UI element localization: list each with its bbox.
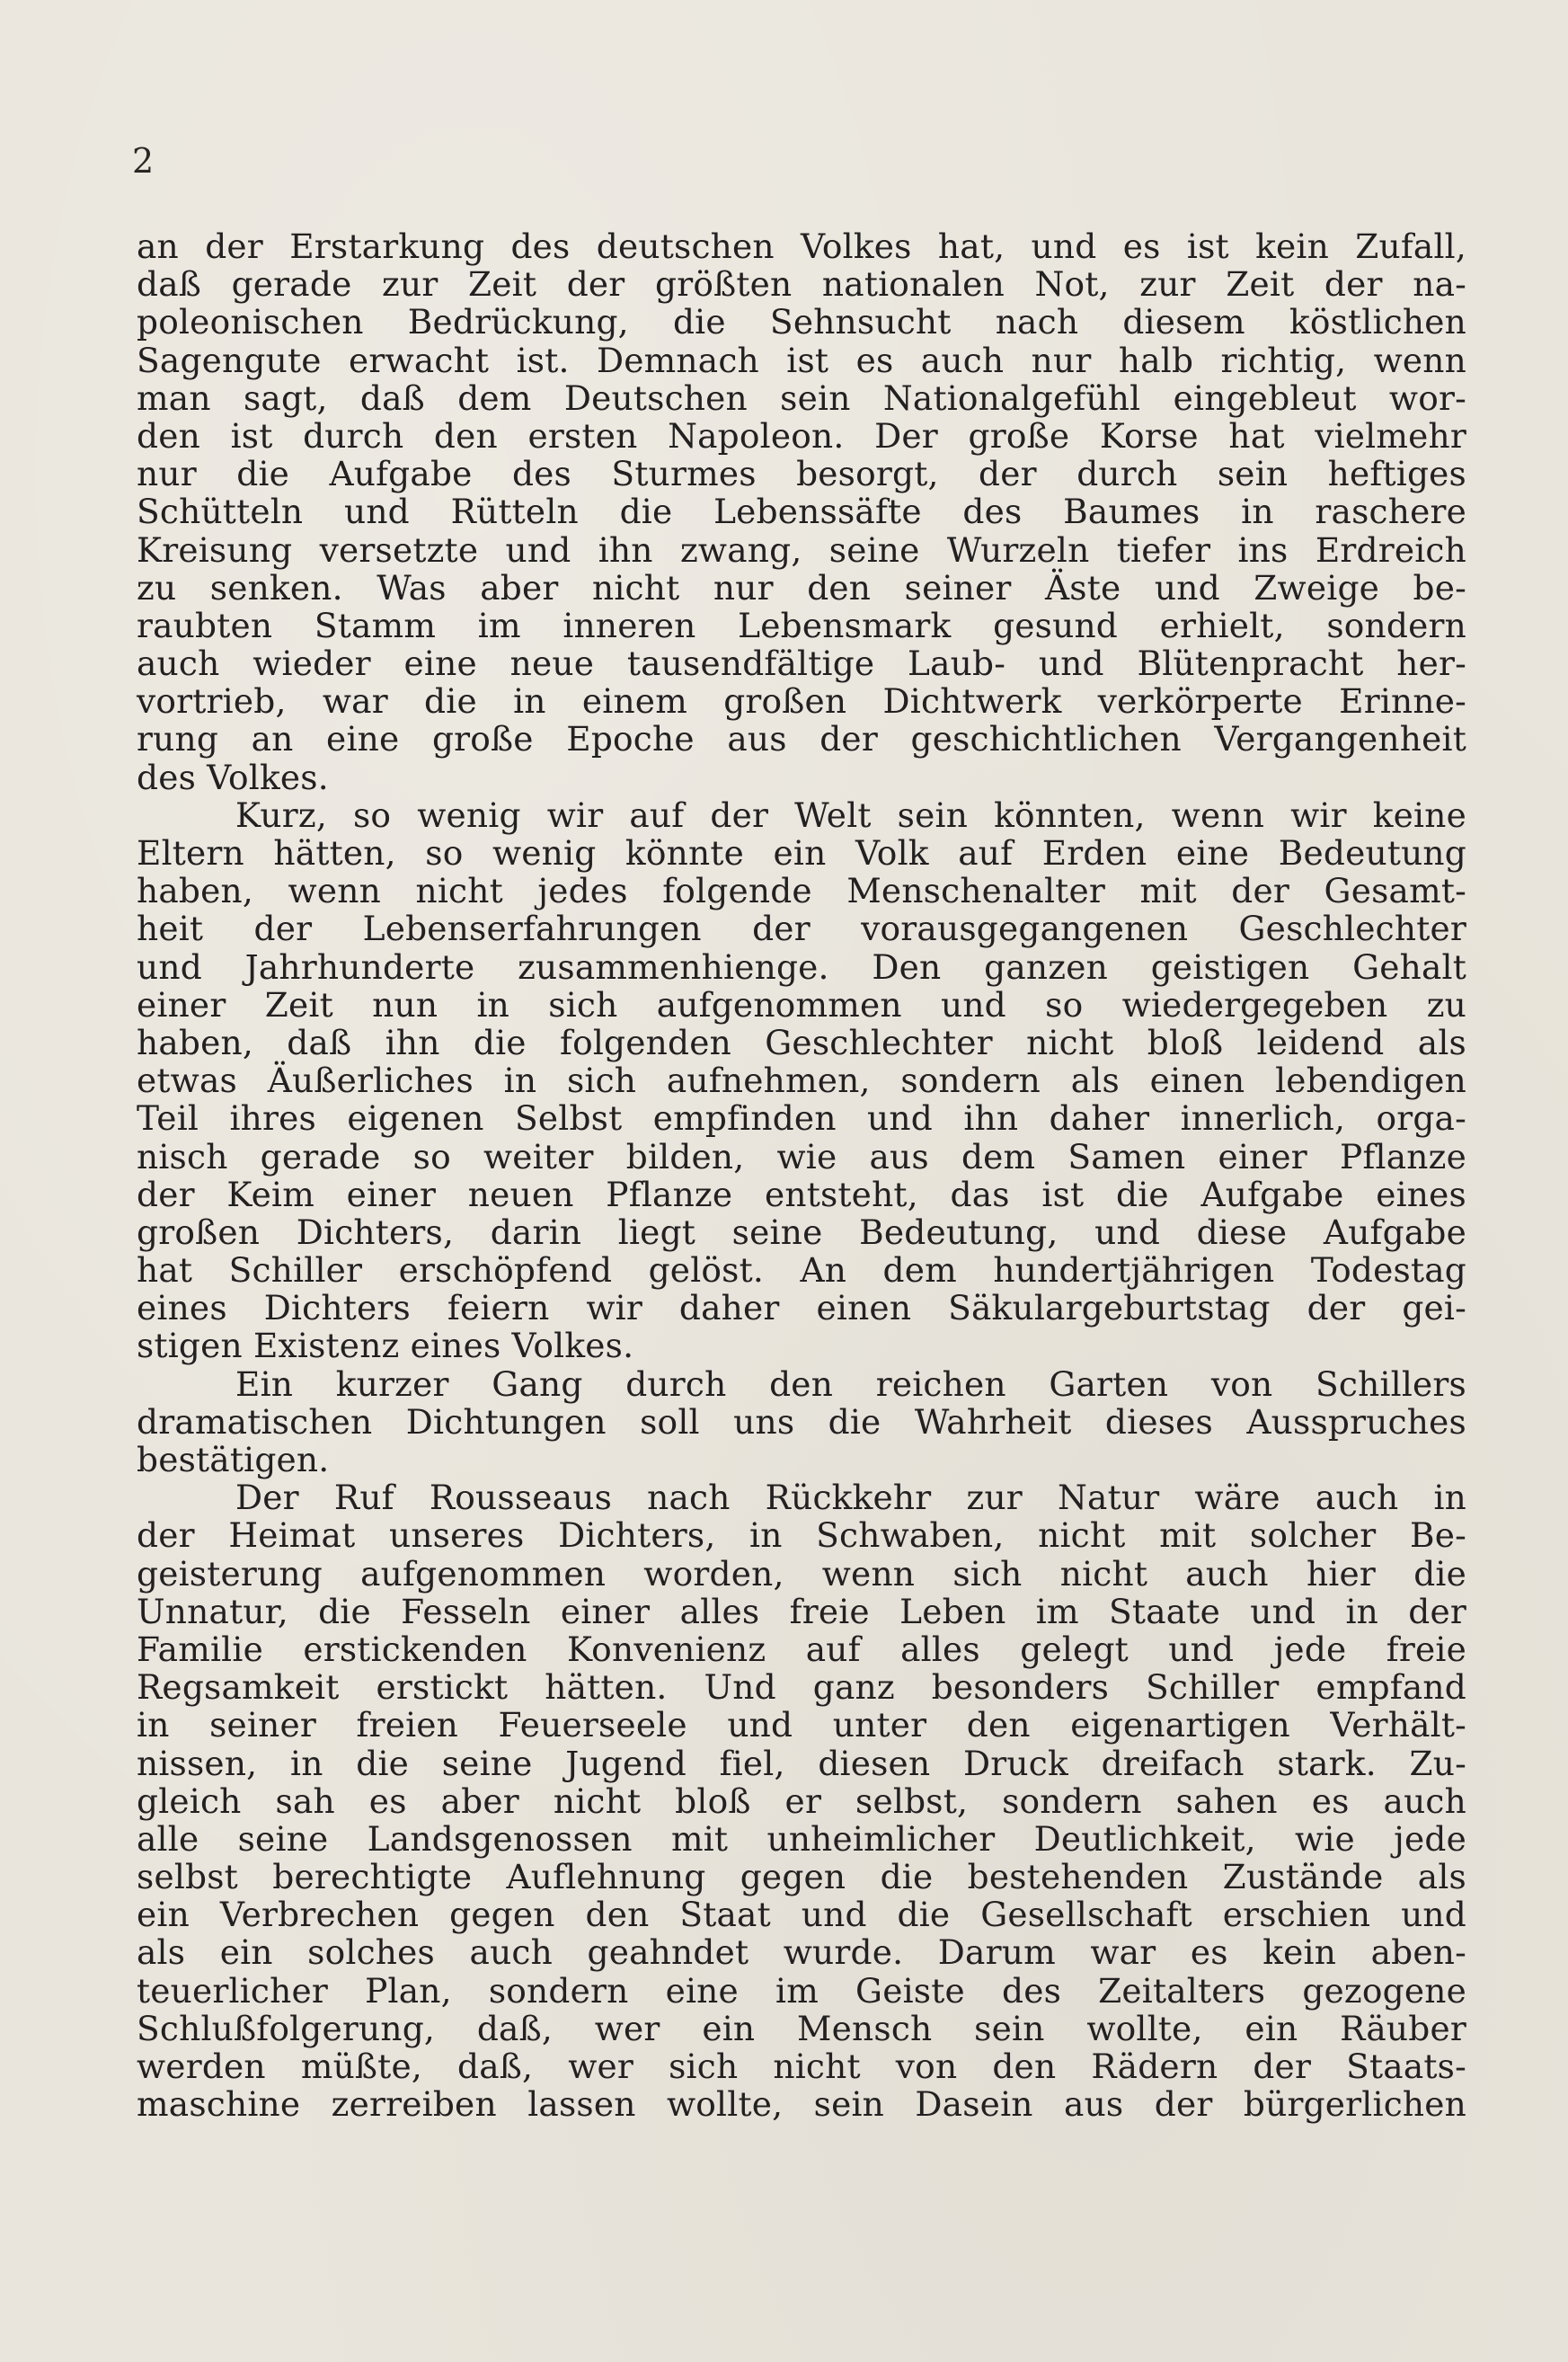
text-line: bestätigen. <box>137 1440 330 1479</box>
page-number: 2 <box>132 141 155 181</box>
text-line: Der Ruf Rousseaus nach Rückkehr zur Natur wäre auch in <box>235 1478 1466 1518</box>
text-line: ein Verbrechen gegen den Staat und die Gesellschaft erschien und <box>137 1895 1466 1935</box>
text-line: raubten Stamm im inneren Lebensmark gesund erhielt, sondern <box>137 605 1466 645</box>
text-line: Kreisung versetzte und ihn zwang, seine Wurzeln tiefer ins Erdreich <box>137 529 1466 570</box>
text-line: Eltern hätten, so wenig könnte ein Volk auf Erden eine Bedeutung <box>137 833 1466 873</box>
text-line: nisch gerade so weiter bilden, wie aus dem Samen einer Pflanze <box>137 1136 1466 1177</box>
text-line: selbst berechtigte Auflehnung gegen die bestehenden Zustände als <box>137 1857 1466 1897</box>
text-line: geisterung aufgenommen worden, wenn sich nicht auch hier die <box>137 1553 1466 1594</box>
text-line: an der Erstarkung des deutschen Volkes hat, und es ist kein Zufall, <box>137 226 1466 266</box>
text-line: und Jahrhunderte zusammenhienge. Den ganzen geistigen Gehalt <box>137 946 1466 987</box>
text-line: etwas Äußerliches in sich aufnehmen, sondern als einen lebendigen <box>137 1061 1466 1101</box>
text-line: nur die Aufgabe des Sturmes besorgt, der durch sein heftiges <box>137 454 1466 494</box>
text-line: haben, wenn nicht jedes folgende Menschenalter mit der Gesamt- <box>137 871 1466 911</box>
text-line: der Keim einer neuen Pflanze entsteht, das ist die Aufgabe eines <box>137 1174 1466 1214</box>
text-line: Regsamkeit erstickt hätten. Und ganz besonders Schiller empfand <box>137 1667 1466 1708</box>
body-text <box>137 227 1466 2123</box>
text-line: rung an eine große Epoche aus der geschichtlichen Vergangenheit <box>137 719 1466 759</box>
text-line: Teil ihres eigenen Selbst empfinden und ihn daher innerlich, orga- <box>137 1098 1466 1139</box>
text-line: nissen, in die seine Jugend fiel, diesen Druck dreifach stark. Zu- <box>137 1743 1466 1783</box>
text-line: dramatischen Dichtungen soll uns die Wahrheit dieses Ausspruches <box>137 1401 1466 1442</box>
text-line: Unnatur, die Fesseln einer alles freie Leben im Staate und in der <box>137 1591 1466 1631</box>
text-line: vortrieb, war die in einem großen Dichtwerk verkörperte Erinne- <box>137 681 1466 722</box>
text-line: als ein solches auch geahndet wurde. Darum war es kein aben- <box>137 1932 1466 1973</box>
text-line: maschine zerreiben lassen wollte, sein Dasein aus der bürgerlichen <box>137 2084 1466 2125</box>
text-line: eines Dichters feiern wir daher einen Säkulargeburtstag der gei- <box>137 1288 1466 1328</box>
text-line: gleich sah es aber nicht bloß er selbst, sondern sahen es auch <box>137 1780 1466 1821</box>
text-line: Kurz, so wenig wir auf der Welt sein könnten, wenn wir keine <box>235 795 1466 835</box>
text-line: den ist durch den ersten Napoleon. Der große Korse hat vielmehr <box>137 415 1466 456</box>
text-line: Schütteln und Rütteln die Lebenssäfte des Baumes in raschere <box>137 492 1466 532</box>
text-line: poleonischen Bedrückung, die Sehnsucht nach diesem köstlichen <box>137 302 1466 342</box>
text-line: hat Schiller erschöpfend gelöst. An dem hundertjährigen Todestag <box>137 1250 1466 1291</box>
text-line: man sagt, daß dem Deutschen sein Nationalgefühl eingebleut wor- <box>137 377 1466 418</box>
text-line: werden müßte, daß, wer sich nicht von den Rädern der Staats- <box>137 2047 1466 2086</box>
text-line: stigen Existenz eines Volkes. <box>137 1326 634 1366</box>
text-line: teuerlicher Plan, sondern eine im Geiste des Zeitalters gezogene <box>137 1970 1466 2011</box>
text-line: alle seine Landsgenossen mit unheimlicher Deutlichkeit, wie jede <box>137 1818 1466 1859</box>
text-line: zu senken. Was aber nicht nur den seiner Äste und Zweige be- <box>137 567 1466 608</box>
text-line: großen Dichters, darin liegt seine Bedeutung, und diese Aufgabe <box>137 1212 1466 1252</box>
text-line: haben, daß ihn die folgenden Geschlechter nicht bloß leidend als <box>137 1022 1466 1062</box>
text-line: in seiner freien Feuerseele und unter den eigenartigen Verhält- <box>137 1705 1466 1745</box>
text-line: daß gerade zur Zeit der größten nationalen Not, zur Zeit der na- <box>137 264 1466 305</box>
text-line: auch wieder eine neue tausendfältige Laub- und Blütenpracht her- <box>137 644 1466 684</box>
text-line: des Volkes. <box>137 757 329 797</box>
text-line: Familie erstickenden Konvenienz auf alles gelegt und jede freie <box>137 1629 1466 1669</box>
text-line: Ein kurzer Gang durch den reichen Garten von Schillers <box>235 1363 1466 1404</box>
text-line: heit der Lebenserfahrungen der vorausgegangenen Geschlechter <box>137 909 1466 949</box>
text-line: einer Zeit nun in sich aufgenommen und so wiedergegeben zu <box>137 984 1466 1025</box>
text-line: Schlußfolgerung, daß, wer ein Mensch sein wollte, ein Räuber <box>137 2008 1466 2048</box>
text-line: Sagengute erwacht ist. Demnach ist es auch nur halb richtig, wenn <box>137 340 1466 380</box>
text-line: der Heimat unseres Dichters, in Schwaben, nicht mit solcher Be- <box>137 1515 1466 1556</box>
